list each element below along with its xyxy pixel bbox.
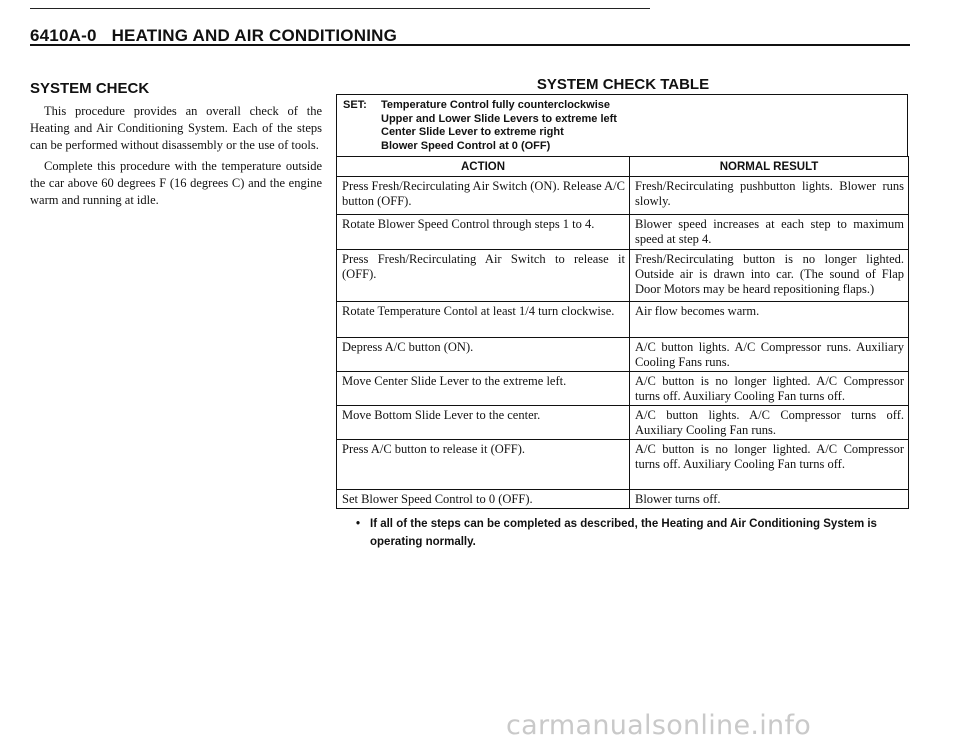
set-conditions — [336, 94, 908, 156]
note-text: If all of the steps can be completed as described, the Heating and Air Conditioning System is operating normally. — [370, 518, 877, 548]
result-cell: Fresh/Recirculating button is no longer lighted. Outside air is drawn into car. (The sound of Flap Door Motors may be heard repositioning flaps.) — [630, 250, 909, 302]
column-header-action: ACTION — [337, 157, 630, 177]
table-row — [337, 215, 909, 250]
result-cell: Blower turns off. — [630, 490, 909, 509]
section-code: 6410A-0 — [30, 26, 97, 45]
result-cell: Air flow becomes warm. — [630, 302, 909, 338]
table-row — [337, 338, 909, 372]
table-row — [337, 490, 909, 509]
intro-paragraph: Complete this procedure with the temperature outside the car above 60 degrees F (16 degrees C) and the engine warm and running at idle. — [30, 159, 322, 207]
table-header-row — [337, 157, 909, 177]
page-header — [30, 26, 910, 46]
table-row — [337, 177, 909, 215]
action-cell: Set Blower Speed Control to 0 (OFF). — [337, 490, 630, 509]
action-cell: Press Fresh/Recirculating Air Switch to release it (OFF). — [337, 250, 630, 302]
action-cell: Depress A/C button (ON). — [337, 338, 630, 372]
set-line: Upper and Lower Slide Levers to extreme left — [381, 112, 617, 125]
action-cell: Rotate Blower Speed Control through steps 1 to 4. — [337, 215, 630, 250]
action-cell: Move Center Slide Lever to the extreme left. — [337, 372, 630, 406]
result-cell: A/C button is no longer lighted. A/C Compressor turns off. Auxiliary Cooling Fan turns off. — [630, 372, 909, 406]
set-lines — [381, 99, 617, 153]
action-cell: Rotate Temperature Contol at least 1/4 turn clockwise. — [337, 302, 630, 338]
set-line: Center Slide Lever to extreme right — [381, 126, 564, 138]
header-rule — [30, 44, 910, 46]
bullet-icon: • — [356, 518, 361, 530]
table-row — [337, 440, 909, 490]
result-cell: Blower speed increases at each step to maximum speed at step 4. — [630, 215, 909, 250]
action-cell: Press A/C button to release it (OFF). — [337, 440, 630, 490]
result-cell: A/C button lights. A/C Compressor runs. Auxiliary Cooling Fans runs. — [630, 338, 909, 372]
result-cell: A/C button is no longer lighted. A/C Compressor turns off. Auxiliary Cooling Fan turns off. — [630, 440, 909, 490]
column-header-result: NORMAL RESULT — [630, 157, 909, 177]
action-cell: Press Fresh/Recirculating Air Switch (ON). Release A/C button (OFF). — [337, 177, 630, 215]
set-line: Temperature Control fully counterclockwise — [381, 99, 611, 111]
action-cell: Move Bottom Slide Lever to the center. — [337, 406, 630, 440]
table-row — [337, 250, 909, 302]
system-check-table — [336, 156, 909, 509]
top-rule — [30, 8, 650, 9]
result-cell: Fresh/Recirculating pushbutton lights. Blower runs slowly. — [630, 177, 909, 215]
set-line: Blower Speed Control at 0 (OFF) — [381, 139, 551, 152]
table-row — [337, 302, 909, 338]
table-title: SYSTEM CHECK TABLE — [536, 76, 710, 93]
watermark: carmanualsonline.info — [506, 710, 812, 741]
table-row — [337, 372, 909, 406]
section-title: HEATING AND AIR CONDITIONING — [111, 26, 398, 45]
set-label: SET: — [343, 99, 367, 111]
intro-paragraph: This procedure provides an overall check of the Heating and Air Conditioning System. Each of the steps can be performed without disassembly or the use of tools. — [30, 104, 322, 152]
table-row — [337, 406, 909, 440]
operating-note — [356, 515, 930, 551]
result-cell: A/C button lights. A/C Compressor turns off. Auxiliary Cooling Fan runs. — [630, 406, 909, 440]
system-check-intro — [30, 80, 322, 213]
intro-heading: SYSTEM CHECK — [30, 80, 150, 97]
